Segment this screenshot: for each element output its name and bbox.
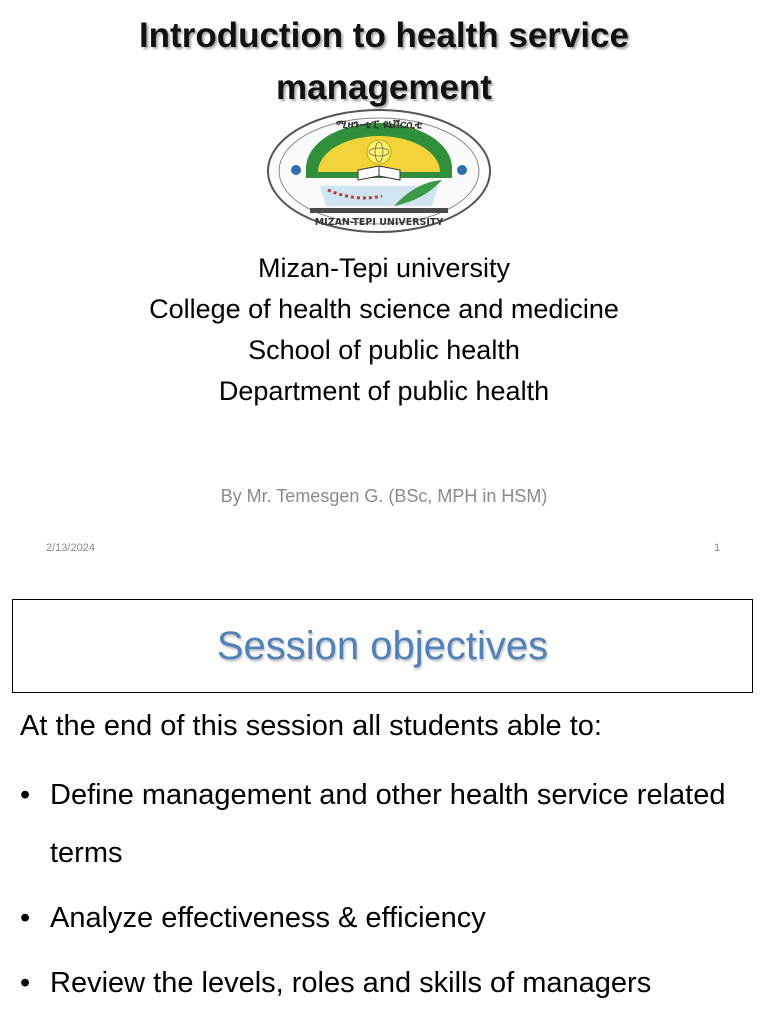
logo-text-top: ሚዛን-ቴፒ ዩኒቨርሲቲ xyxy=(335,118,423,131)
department-name: Department of public health xyxy=(218,376,550,406)
objectives-list xyxy=(20,766,760,1012)
list-item-text: Define management and other health service related terms xyxy=(50,779,726,869)
list-item-text: Analyze effectiveness & efficiency xyxy=(50,902,486,934)
list-item-text: Review the levels, roles and skills of managers xyxy=(50,967,652,999)
institution-block xyxy=(0,248,768,412)
logo-text-bottom: MIZAN-TEPI UNIVERSITY xyxy=(314,217,444,228)
list-item xyxy=(20,954,760,1012)
university-name: Mizan-Tepi university xyxy=(257,253,511,283)
slide-title-line2: management xyxy=(276,68,492,107)
bullet-icon: • xyxy=(20,967,31,999)
author-line: By Mr. Temesgen G. (BSc, MPH in HSM) xyxy=(220,486,548,506)
college-name: College of health science and medicine xyxy=(149,294,619,324)
list-item xyxy=(20,766,760,882)
bullet-icon: • xyxy=(20,902,31,934)
slide-title-line1: Introduction to health service xyxy=(138,16,630,55)
slide-title xyxy=(0,10,768,114)
objectives-title-box xyxy=(12,599,753,693)
slide-date: 2/13/2024 xyxy=(46,542,95,554)
bullet-icon: • xyxy=(20,779,31,811)
university-logo xyxy=(266,108,492,234)
slide-number: 1 xyxy=(714,542,721,554)
objectives-intro: At the end of this session all students able to: xyxy=(20,710,602,742)
school-name: School of public health xyxy=(248,335,520,365)
objectives-slide xyxy=(0,570,768,1024)
objectives-title: Session objectives xyxy=(216,623,549,668)
list-item xyxy=(20,889,760,947)
